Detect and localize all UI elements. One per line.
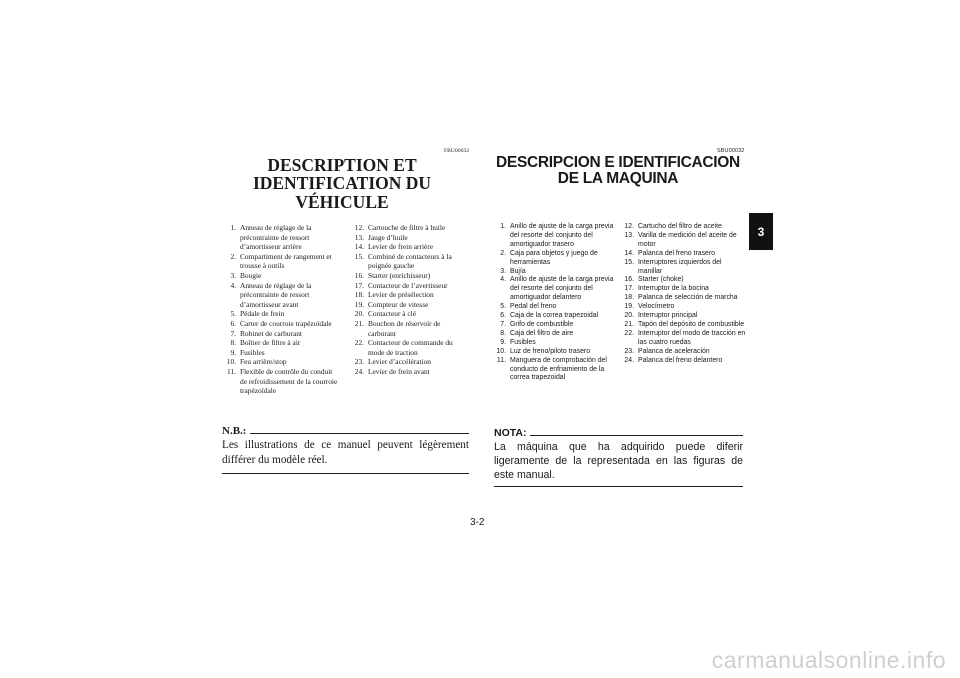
list-item-text: Interruptor del modo de tracción en las cuatro ruedas <box>638 329 746 346</box>
list-item <box>352 309 470 319</box>
list-item <box>352 338 470 357</box>
list-item-number: 17. <box>624 285 634 293</box>
note-label-fr: N.B.: <box>222 425 247 437</box>
list-item-text: Starter (enrichisseur) <box>368 270 431 280</box>
list-item <box>222 357 340 367</box>
list-item-text: Interruptor de la bocina <box>638 285 709 293</box>
list-item-text: Anillo de ajuste de la carga previa del resorte del conjunto del amortiguador trasero <box>510 223 614 248</box>
list-item-text: Pédale de frein <box>240 309 285 319</box>
list-item-number: 6. <box>500 312 506 320</box>
list-item-text: Combiné de contacteurs à la poignée gauche <box>368 251 452 271</box>
list-item-number: 23. <box>624 347 634 355</box>
list-item-text: Varilla de medición del aceite de motor <box>638 231 737 248</box>
list-item-number: 21. <box>624 320 634 328</box>
list-item-number: 1. <box>500 223 506 230</box>
list-item-number: 22. <box>354 338 364 348</box>
page-title-es <box>492 155 744 188</box>
page-title-fr <box>215 156 469 211</box>
list-item-number: 15. <box>624 258 634 266</box>
list-item-number: 17. <box>354 280 364 290</box>
list-item <box>352 367 470 377</box>
list-item-text: Palanca del freno trasero <box>638 249 715 257</box>
list-item <box>352 319 470 338</box>
list-item-text: Compartiment de rangement et trousse à outils <box>240 251 332 271</box>
title-line-1: DESCRIPTION ET <box>267 155 417 175</box>
list-item-number: 1. <box>230 223 236 232</box>
list-item-text: Bouchon de réservoir de carburant <box>368 318 441 338</box>
list-item-text: Levier d’accélération <box>368 357 431 367</box>
list-item <box>622 232 746 250</box>
list-item-number: 14. <box>354 242 364 252</box>
list-item-number: 12. <box>624 223 634 230</box>
list-item-number: 24. <box>624 356 634 364</box>
list-item-number: 8. <box>500 329 506 337</box>
list-item <box>622 250 746 259</box>
list-item <box>222 252 340 271</box>
list-item-text: Palanca del freno delantero <box>638 356 723 364</box>
list-item-number: 5. <box>500 303 506 311</box>
list-item-number: 13. <box>354 232 364 242</box>
list-item <box>222 348 340 358</box>
page-number: 3-2 <box>470 517 485 528</box>
list-item-text: Caja para objetos y juego de herramientas <box>510 249 598 266</box>
list-item-number: 13. <box>624 231 634 239</box>
list-item-number: 2. <box>500 249 506 257</box>
list-item <box>494 330 618 339</box>
note-text-es: La máquina que ha adquirido puede diferir ligeramente de la representada en las figuras de este manual. <box>494 439 743 487</box>
list-item <box>352 271 470 281</box>
list-item-text: Pedal del freno <box>510 303 557 311</box>
list-item-number: 7. <box>230 328 236 338</box>
list-item-text: Flexible de contrôle du conduit de refroidissement de la courroie trapézoïdale <box>240 366 338 396</box>
list-item-number: 14. <box>624 249 634 257</box>
list-item <box>622 330 746 348</box>
list-item-text: Jauge d’huile <box>368 232 408 242</box>
list-item-text: Contacteur à clé <box>368 309 417 319</box>
list-item-text: Anneau de réglage de la précontrainte de ressort d’amortisseur avant <box>240 280 312 309</box>
list-item-number: 2. <box>230 251 236 261</box>
list-item <box>222 271 340 281</box>
list-item-text: Caja de la correa trapezoidal <box>510 312 599 320</box>
list-item-text: Bougie <box>240 270 262 280</box>
list-item-text: Robinet de carburant <box>240 328 302 338</box>
list-item-text: Cartucho del filtro de aceite <box>638 223 722 230</box>
list-item <box>222 319 340 329</box>
list-item-number: 5. <box>230 309 236 319</box>
list-item-number: 7. <box>500 320 506 328</box>
list-item-number: 6. <box>230 318 236 328</box>
list-item-number: 18. <box>354 290 364 300</box>
list-item-text: Interruptores izquierdos del manillar <box>638 258 722 275</box>
list-item <box>222 367 340 396</box>
note-label-es: NOTA: <box>494 427 527 439</box>
watermark: carmanualsonline.info <box>711 647 946 673</box>
list-item-number: 23. <box>354 357 364 367</box>
list-item-text: Manguera de comprobación del conducto de enfriamiento de la correa trapezoidal <box>510 356 607 382</box>
list-item <box>494 357 618 384</box>
list-item <box>352 233 470 243</box>
list-item-text: Feu arrière/stop <box>240 357 287 367</box>
list-item-text: Tapón del depósito de combustible <box>638 320 745 328</box>
list-item <box>494 223 618 250</box>
list-item <box>352 223 470 233</box>
list-item <box>352 357 470 367</box>
list-item-number: 16. <box>354 270 364 280</box>
list-item-number: 11. <box>496 356 506 364</box>
list-item-text: Contacteur de commande du mode de traction <box>368 338 453 357</box>
list-item <box>622 357 746 366</box>
list-item <box>622 223 746 232</box>
list-item-text: Luz de freno/piloto trasero <box>510 347 591 355</box>
list-item-number: 4. <box>500 276 506 284</box>
list-item-number: 18. <box>624 294 634 302</box>
list-item <box>222 329 340 339</box>
list-item-number: 20. <box>624 312 634 320</box>
list-item <box>222 309 340 319</box>
list-item-text: Anneau de réglage de la précontrainte de ressort d’amortisseur arrière <box>240 223 312 252</box>
title-line-2: DE LA MAQUINA <box>557 170 679 188</box>
note-box-es <box>494 427 743 487</box>
note-text-fr: Les illustrations de ce manuel peuvent légèrement différer du modèle réel. <box>222 437 469 474</box>
list-item <box>622 303 746 312</box>
list-item <box>222 338 340 348</box>
parts-list-es-col2 <box>622 223 746 366</box>
list-item-number: 4. <box>230 280 236 290</box>
parts-list-fr-col1 <box>222 223 340 396</box>
list-item-text: Boîtier de filtre à air <box>240 338 301 348</box>
list-item <box>494 339 618 348</box>
list-item-text: Interruptor principal <box>638 312 698 320</box>
list-item-number: 9. <box>500 338 506 346</box>
list-item-text: Fusibles <box>240 347 265 357</box>
list-item-text: Bujía <box>510 267 526 275</box>
note-divider-top <box>530 435 743 436</box>
list-item <box>352 252 470 271</box>
list-item-text: Fusibles <box>510 338 536 346</box>
list-item-text: Starter (choke) <box>638 276 684 284</box>
list-item <box>494 268 618 277</box>
list-item-text: Palanca de selección de marcha <box>638 294 738 302</box>
list-item <box>352 281 470 291</box>
list-item-text: Caja del filtro de aire <box>510 329 574 337</box>
list-item-number: 3. <box>500 267 506 275</box>
list-item <box>352 290 470 300</box>
list-item <box>494 276 618 303</box>
list-item-text: Palanca de aceleración <box>638 347 710 355</box>
list-item-number: 15. <box>354 251 364 261</box>
list-item-text: Compteur de vitesse <box>368 299 429 309</box>
note-box-fr <box>222 425 469 474</box>
list-item <box>622 312 746 321</box>
list-item-text: Cartouche de filtre à huile <box>368 223 446 232</box>
list-item <box>352 242 470 252</box>
list-item-number: 8. <box>230 338 236 348</box>
list-item <box>352 300 470 310</box>
list-item-number: 22. <box>624 329 634 337</box>
parts-list-fr-col2 <box>352 223 470 377</box>
list-item-number: 19. <box>624 303 634 311</box>
list-item <box>622 276 746 285</box>
list-item-text: Levier de frein avant <box>368 366 430 376</box>
list-item-number: 12. <box>354 223 364 232</box>
title-line-1: DESCRIPCION E IDENTIFICACION <box>496 154 740 171</box>
list-item <box>494 312 618 321</box>
list-item-number: 24. <box>354 366 364 376</box>
list-item-text: Grifo de combustible <box>510 320 574 328</box>
list-item <box>494 321 618 330</box>
list-item <box>622 321 746 330</box>
list-item <box>622 259 746 277</box>
list-item-text: Carter de courroie trapézoïdale <box>240 318 332 328</box>
chapter-tab: 3 <box>749 213 773 250</box>
list-item-text: Contacteur de l’avertisseur <box>368 280 448 290</box>
list-item <box>494 303 618 312</box>
list-item <box>622 285 746 294</box>
list-item-number: 10. <box>496 347 506 355</box>
list-item-number: 19. <box>354 299 364 309</box>
list-item-number: 16. <box>624 276 634 284</box>
list-item-number: 11. <box>227 366 236 376</box>
list-item-number: 10. <box>226 357 236 367</box>
list-item <box>622 294 746 303</box>
list-item-number: 3. <box>230 270 236 280</box>
list-item-text: Levier de frein arrière <box>368 242 434 252</box>
list-item-text: Levier de présélection <box>368 290 434 300</box>
list-item-number: 21. <box>354 318 364 328</box>
list-item-number: 9. <box>230 347 236 357</box>
section-code-fr: FBU00032 <box>444 148 470 154</box>
list-item-number: 20. <box>354 309 364 319</box>
section-code-es: SBU00032 <box>717 148 745 154</box>
list-item <box>494 348 618 357</box>
parts-list-es-col1 <box>494 223 618 383</box>
title-line-2: IDENTIFICATION DU VÉHICULE <box>252 173 432 212</box>
list-item <box>622 348 746 357</box>
list-item <box>494 250 618 268</box>
note-divider-top <box>250 433 469 434</box>
list-item <box>222 281 340 310</box>
list-item-text: Anillo de ajuste de la carga previa del resorte del conjunto del amortiguador delantero <box>510 276 614 302</box>
list-item <box>222 223 340 252</box>
list-item-text: Velocímetro <box>638 303 675 311</box>
